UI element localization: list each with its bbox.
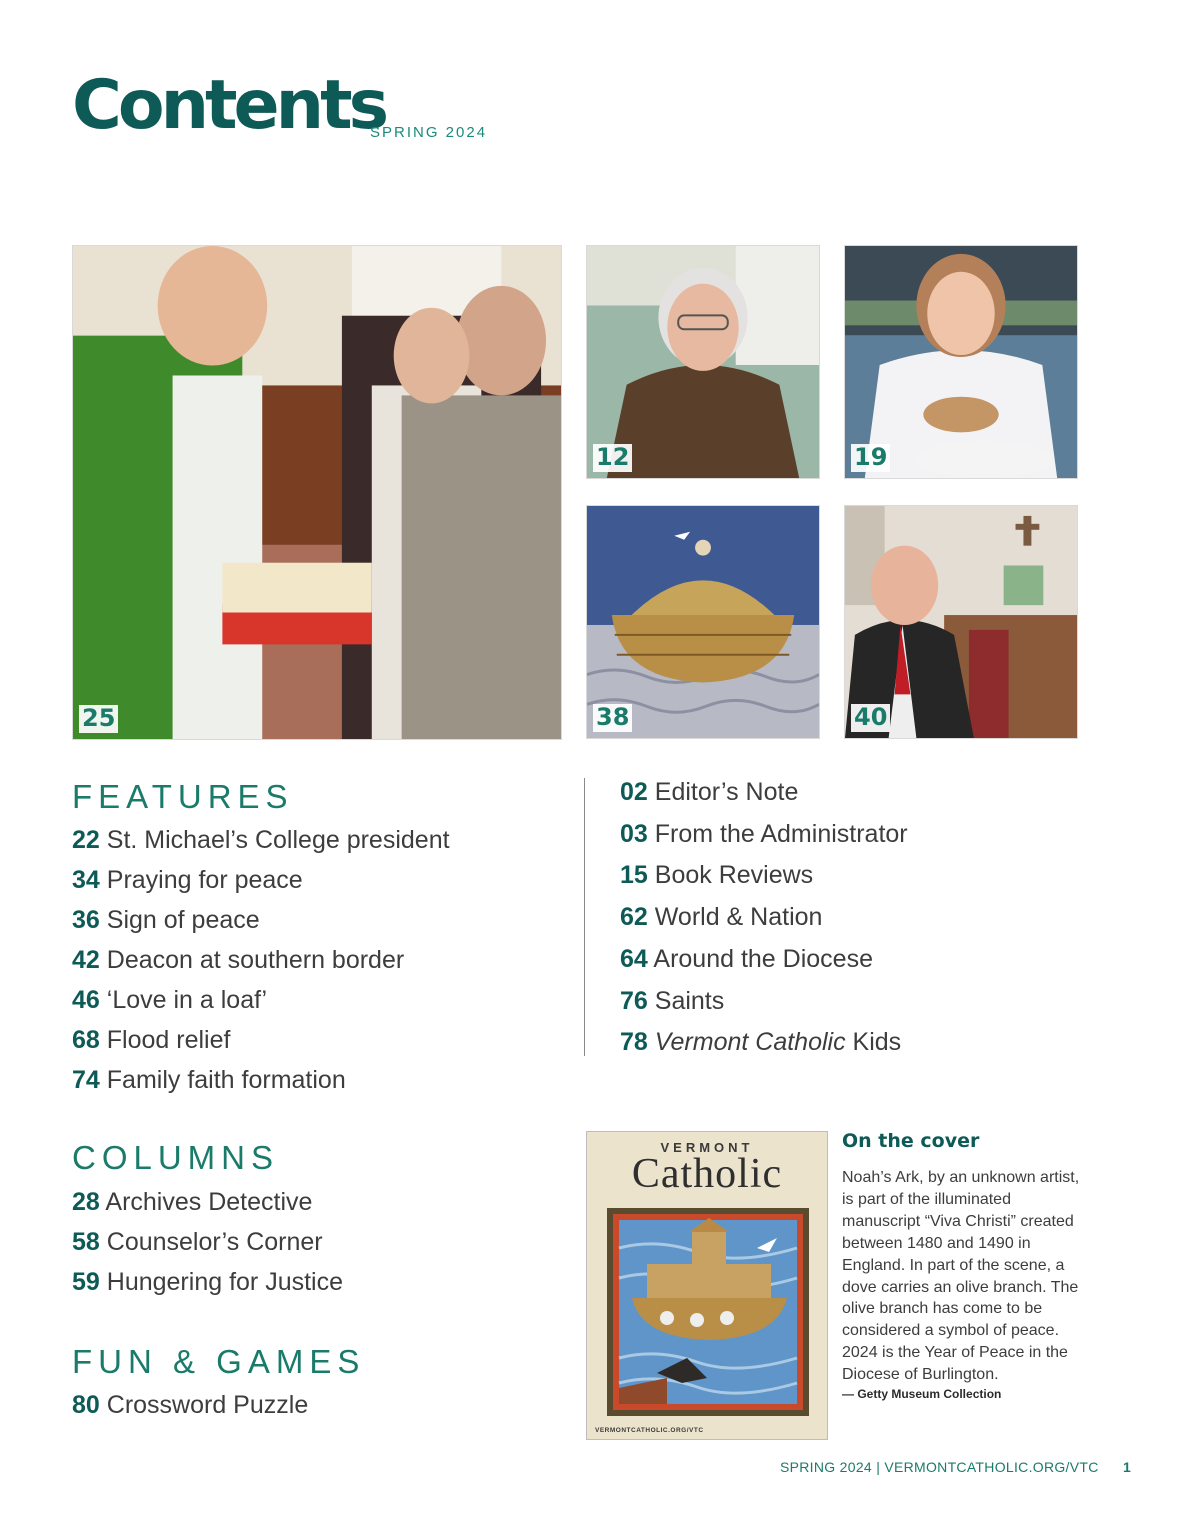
photo-page-25[interactable] [72,245,562,740]
toc-page-number: 46 [72,986,100,1014]
toc-entry[interactable] [72,820,450,860]
toc-entry[interactable] [620,855,908,897]
photo-priest-certificate-image [73,246,561,739]
columns-list [72,1182,343,1302]
page-title: Contents [72,66,386,145]
toc-entry[interactable] [72,1385,308,1425]
toc-page-number: 74 [72,1066,100,1094]
toc-title: ‘Love in a loaf’ [106,986,268,1014]
toc-page-number: 02 [620,778,648,806]
toc-title: St. Michael’s College president [106,826,450,854]
toc-page-number: 64 [620,944,648,973]
toc-title: Sign of peace [106,906,260,934]
toc-page-number: 22 [72,826,100,854]
toc-entry[interactable] [72,1262,343,1302]
cover-masthead-catholic: Catholic [631,1151,783,1197]
toc-title: Saints [654,986,725,1015]
photo-page-number: 38 [593,704,632,732]
photo-page-38[interactable] [586,505,820,739]
features-list [72,820,450,1100]
toc-page-number: 62 [620,903,648,932]
toc-entry[interactable] [72,1222,343,1262]
issue-season: SPRING 2024 [370,124,488,141]
cover-masthead [587,1140,827,1195]
cover-ark-artwork [607,1208,809,1416]
toc-page-number: 80 [72,1391,100,1419]
toc-entry[interactable] [620,1022,908,1064]
photo-page-number: 40 [851,704,890,732]
toc-entry[interactable] [72,940,450,980]
features-heading: FEATURES [72,778,294,815]
toc-title: From the Administrator [654,819,908,848]
toc-title: Around the Diocese [653,944,873,973]
toc-page-number: 58 [72,1228,100,1256]
toc-title: Counselor’s Corner [106,1228,323,1256]
toc-entry[interactable] [72,900,450,940]
toc-page-number: 03 [620,819,648,848]
toc-entry[interactable] [72,1020,450,1060]
fun-games-heading: FUN & GAMES [72,1343,366,1380]
toc-title: Deacon at southern border [106,946,405,974]
toc-page-number: 78 [620,1028,648,1057]
toc-page-number: 36 [72,906,100,934]
toc-page-number: 68 [72,1026,100,1054]
toc-title: Hungering for Justice [106,1268,343,1296]
toc-page-number: 42 [72,946,100,974]
toc-title: Praying for peace [106,866,303,894]
toc-page-number: 76 [620,986,648,1015]
toc-page-number: 28 [72,1188,100,1216]
toc-entry[interactable] [620,981,908,1023]
toc-entry[interactable] [72,1060,450,1100]
toc-title: Crossword Puzzle [106,1391,309,1419]
photo-page-19[interactable] [844,245,1078,479]
photo-page-40[interactable] [844,505,1078,739]
toc-title: Flood relief [106,1026,231,1054]
toc-title: Archives Detective [105,1188,313,1216]
toc-title: Kids [845,1028,902,1057]
toc-entry[interactable] [620,897,908,939]
on-the-cover-credit: — Getty Museum Collection [842,1387,1002,1401]
page-footer: SPRING 2024 | VERMONTCATHOLIC.ORG/VTC [780,1459,1099,1475]
toc-title: Book Reviews [654,861,814,890]
toc-title-italic: Vermont Catholic [654,1028,846,1057]
toc-page-number: 59 [72,1268,100,1296]
cover-masthead-vermont: VERMONT [660,1140,754,1155]
photo-page-number: 25 [79,705,118,733]
toc-page-number: 34 [72,866,100,894]
photo-page-number: 12 [593,444,632,472]
columns-heading: COLUMNS [72,1139,280,1176]
photo-page-12[interactable] [586,245,820,479]
toc-entry[interactable] [72,980,450,1020]
toc-title: Editor’s Note [654,778,799,806]
toc-entry[interactable] [72,860,450,900]
toc-entry[interactable] [620,939,908,981]
toc-entry[interactable] [620,814,908,856]
toc-title: World & Nation [654,903,823,932]
toc-title: Family faith formation [106,1066,346,1094]
cover-thumbnail[interactable] [586,1131,828,1440]
page-number: 1 [1123,1459,1131,1475]
toc-entry[interactable] [72,1182,343,1222]
departments-list [620,772,908,1064]
toc-page-number: 15 [620,861,648,890]
fun-games-list [72,1385,308,1425]
on-the-cover-heading: On the cover [842,1130,980,1152]
cover-url: VERMONTCATHOLIC.ORG/VTC [595,1427,704,1434]
column-divider [584,778,585,1056]
on-the-cover-description: Noah’s Ark, by an unknown artist, is part of the illuminated manuscript “Viva Christi” created between 1480 and 1490 in England. In part of the scene, a dove carries an olive branch. The olive branch has come to be considered a symbol of peace. 2024 is the Year of Peace in the Diocese of Burlington. [842,1169,1080,1384]
photo-page-number: 19 [851,444,890,472]
toc-entry[interactable] [620,772,908,814]
